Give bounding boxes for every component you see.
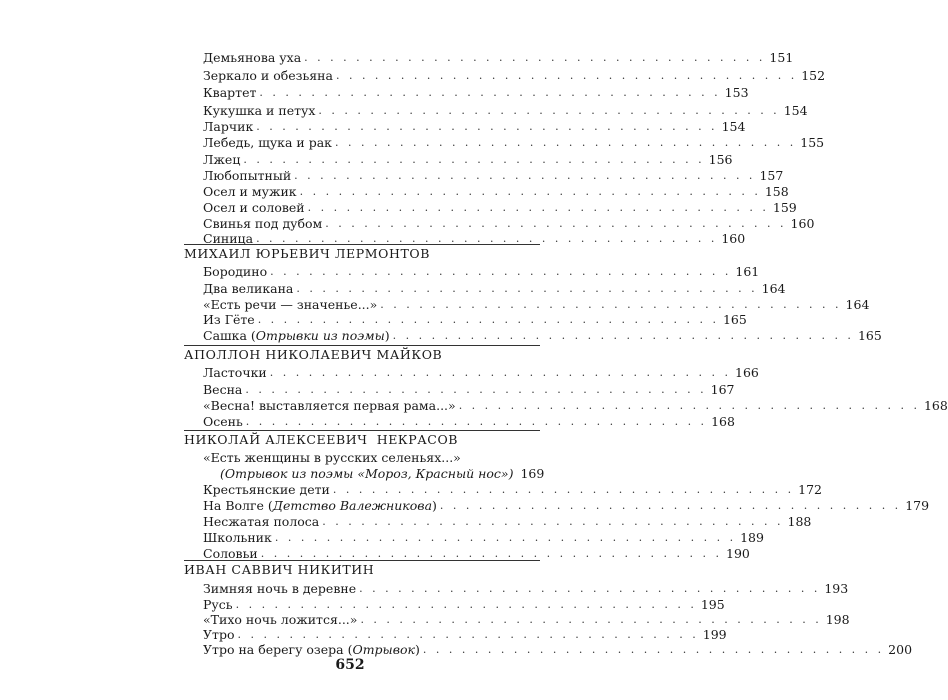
entry-page: 198 — [825, 612, 850, 627]
entry-page: 169 — [520, 466, 545, 481]
leader-dots: . . . . . . . . . . . . . . . . . . . . . . . . . . . . . . . . . . . . — [269, 366, 731, 379]
entry-title-end: ) — [432, 498, 437, 513]
entry-page: 159 — [772, 200, 797, 215]
toc-entry — [203, 80, 749, 100]
entry-title: «Тихо ночь ложится...» — [203, 612, 358, 627]
entry-page: 167 — [710, 382, 735, 397]
entry-page: 172 — [798, 482, 822, 497]
leader-dots: . . . . . . . . . . . . . . . . . . . . . . . . . . . . . . . . . . . . — [360, 613, 822, 626]
entry-subtitle: (Отрывок из поэмы «Мороз, Красный нос») — [220, 466, 514, 481]
entry-title-start: Сашка ( — [203, 328, 256, 343]
leader-dots: . . . . . . . . . . . . . . . . . . . . . . . . . . . . . . . . . . . . — [260, 547, 722, 560]
leader-dots: . . . . . . . . . . . . . . . . . . . . . . . . . . . . . . . . . . . . — [325, 217, 787, 230]
leader-dots: . . . . . . . . . . . . . . . . . . . . . . . . . . . . . . . . . . . . — [270, 265, 732, 278]
entry-title: Весна — [203, 382, 243, 397]
entry-title: Лебедь, щука и рак — [203, 135, 332, 150]
entry-page: 166 — [735, 365, 759, 380]
entry-page: 157 — [759, 168, 784, 183]
leader-dots: . . . . . . . . . . . . . . . . . . . . . . . . . . . . . . . . . . . . — [235, 598, 697, 611]
toc-entry — [203, 637, 913, 657]
toc-entry — [203, 541, 750, 561]
entry-page: 152 — [801, 68, 826, 83]
entry-page: 165 — [722, 312, 747, 327]
entry-page: 168 — [711, 414, 735, 429]
entry-page: 153 — [724, 85, 749, 100]
entry-page: 200 — [888, 642, 913, 657]
leader-dots: . . . . . . . . . . . . . . . . . . . . . . . . . . . . . . . . . . . . — [296, 282, 758, 295]
entry-title: Квартет — [203, 85, 257, 100]
entry-page: 179 — [905, 498, 930, 513]
entry-title-start: На Волге ( — [203, 498, 273, 513]
toc-entry — [203, 409, 735, 429]
entry-title-end: ) — [384, 328, 390, 343]
leader-dots: . . . . . . . . . . . . . . . . . . . . . . . . . . . . . . . . . . . . — [359, 582, 821, 595]
leader-dots: . . . . . . . . . . . . . . . . . . . . . . . . . . . . . . . . . . . . — [439, 499, 902, 512]
author-heading: МИХАИЛ ЮРЬЕВИЧ ЛЕРМОНТОВ — [184, 246, 431, 261]
leader-dots: . . . . . . . . . . . . . . . . . . . . . . . . . . . . . . . . . . . . — [458, 399, 920, 412]
leader-dots: . . . . . . . . . . . . . . . . . . . . . . . . . . . . . . . . . . . . — [237, 628, 699, 641]
entry-page: 158 — [764, 184, 789, 199]
entry-title-start: Утро на берегу озера ( — [203, 642, 353, 657]
leader-dots: . . . . . . . . . . . . . . . . . . . . . . . . . . . . . . . . . . . . — [335, 69, 798, 82]
leader-dots: . . . . . . . . . . . . . . . . . . . . . . . . . . . . . . . . . . . . — [256, 232, 718, 245]
entry-title: Синица — [203, 231, 254, 246]
toc-entry — [203, 45, 794, 65]
entry-title: Осел и соловей — [203, 200, 305, 215]
entry-title: Несжатая полоса — [203, 514, 320, 529]
leader-dots: . . . . . . . . . . . . . . . . . . . . . . . . . . . . . . . . . . . . — [322, 515, 784, 528]
entry-title: Ласточки — [203, 365, 267, 380]
entry-title: Зимняя ночь в деревне — [203, 581, 357, 596]
entry-title: Зеркало и обезьяна — [203, 68, 333, 83]
leader-dots: . . . . . . . . . . . . . . . . . . . . . . . . . . . . . . . . . . . . — [256, 120, 718, 133]
entry-title: Из Гёте — [203, 312, 255, 327]
entry-title: Соловьи — [203, 546, 258, 561]
entry-title: Лжец — [203, 152, 241, 167]
leader-dots: . . . . . . . . . . . . . . . . . . . . . . . . . . . . . . . . . . . . — [274, 531, 737, 544]
leader-dots: . . . . . . . . . . . . . . . . . . . . . . . . . . . . . . . . . . . . — [245, 415, 708, 428]
entry-title: Свинья под дубом — [203, 216, 323, 231]
entry-title: Любопытный — [203, 168, 292, 183]
entry-title-end: ) — [415, 642, 420, 657]
entry-page: 160 — [790, 216, 815, 231]
author-heading: НИКОЛАЙ АЛЕКСЕЕВИЧ НЕКРАСОВ — [184, 432, 459, 447]
entry-title: Ларчик — [203, 119, 254, 134]
entry-title-italic: Отрывок — [352, 642, 416, 657]
entry-title — [203, 328, 393, 343]
entry-page: 195 — [700, 597, 725, 612]
entry-title: Осень — [203, 414, 243, 429]
entry-title: Демьянова уха — [203, 50, 302, 65]
entry-title: «Есть речи — значенье...» — [203, 297, 378, 312]
leader-dots: . . . . . . . . . . . . . . . . . . . . . . . . . . . . . . . . . . . . — [294, 169, 756, 182]
entry-page: 189 — [740, 530, 764, 545]
leader-dots: . . . . . . . . . . . . . . . . . . . . . . . . . . . . . . . . . . . . — [299, 185, 761, 198]
leader-dots: . . . . . . . . . . . . . . . . . . . . . . . . . . . . . . . . . . . . — [259, 86, 721, 99]
entry-page: 199 — [702, 627, 727, 642]
entry-page: 168 — [923, 398, 948, 413]
entry-page: 155 — [800, 135, 825, 150]
toc-entry — [203, 226, 746, 246]
entry-title: «Есть женщины в русских селеньях...» — [203, 450, 461, 465]
entry-page: 154 — [721, 119, 746, 134]
entry-title-italic: Отрывки из поэмы — [255, 328, 385, 343]
entry-page: 164 — [845, 297, 870, 312]
entry-page: 165 — [857, 328, 882, 343]
leader-dots: . . . . . . . . . . . . . . . . . . . . . . . . . . . . . . . . . . . . — [245, 383, 707, 396]
entry-page: 190 — [726, 546, 750, 561]
author-heading: ИВАН САВВИЧ НИКИТИН — [184, 562, 375, 577]
page-number: 652 — [335, 657, 365, 673]
leader-dots: . . . . . . . . . . . . . . . . . . . . . . . . . . . . . . . . . . . . — [392, 329, 854, 342]
entry-page: 164 — [761, 281, 786, 296]
author-heading: АПОЛЛОН НИКОЛАЕВИЧ МАЙКОВ — [184, 347, 443, 362]
entry-title: Два великана — [203, 281, 294, 296]
entry-title: Школьник — [203, 530, 272, 545]
leader-dots: . . . . . . . . . . . . . . . . . . . . . . . . . . . . . . . . . . . . — [318, 104, 780, 117]
entry-page: 154 — [783, 103, 808, 118]
entry-page: 193 — [824, 581, 849, 596]
leader-dots: . . . . . . . . . . . . . . . . . . . . . . . . . . . . . . . . . . . . — [304, 51, 766, 64]
entry-page: 188 — [787, 514, 812, 529]
leader-dots: . . . . . . . . . . . . . . . . . . . . . . . . . . . . . . . . . . . . — [257, 313, 719, 326]
leader-dots: . . . . . . . . . . . . . . . . . . . . . . . . . . . . . . . . . . . . — [422, 643, 885, 656]
entry-title: Бородино — [203, 264, 268, 279]
entry-title: Русь — [203, 597, 233, 612]
leader-dots: . . . . . . . . . . . . . . . . . . . . . . . . . . . . . . . . . . . . — [332, 483, 795, 496]
leader-dots: . . . . . . . . . . . . . . . . . . . . . . . . . . . . . . . . . . . . — [335, 136, 797, 149]
entry-title: Кукушка и петух — [203, 103, 316, 118]
entry-title: Осел и мужик — [203, 184, 297, 199]
entry-page: 156 — [708, 152, 733, 167]
entry-page: 161 — [735, 264, 760, 279]
toc-entry — [203, 323, 882, 343]
leader-dots: . . . . . . . . . . . . . . . . . . . . . . . . . . . . . . . . . . . . — [243, 153, 705, 166]
leader-dots: . . . . . . . . . . . . . . . . . . . . . . . . . . . . . . . . . . . . — [307, 201, 769, 214]
entry-title: Утро — [203, 627, 235, 642]
entry-title-italic: Детство Валежникова — [272, 498, 433, 513]
leader-dots: . . . . . . . . . . . . . . . . . . . . . . . . . . . . . . . . . . . . — [380, 298, 842, 311]
entry-page: 160 — [721, 231, 746, 246]
entry-page: 151 — [769, 50, 794, 65]
entry-title: Крестьянские дети — [203, 482, 330, 497]
entry-title: «Весна! выставляется первая рама...» — [203, 398, 456, 413]
